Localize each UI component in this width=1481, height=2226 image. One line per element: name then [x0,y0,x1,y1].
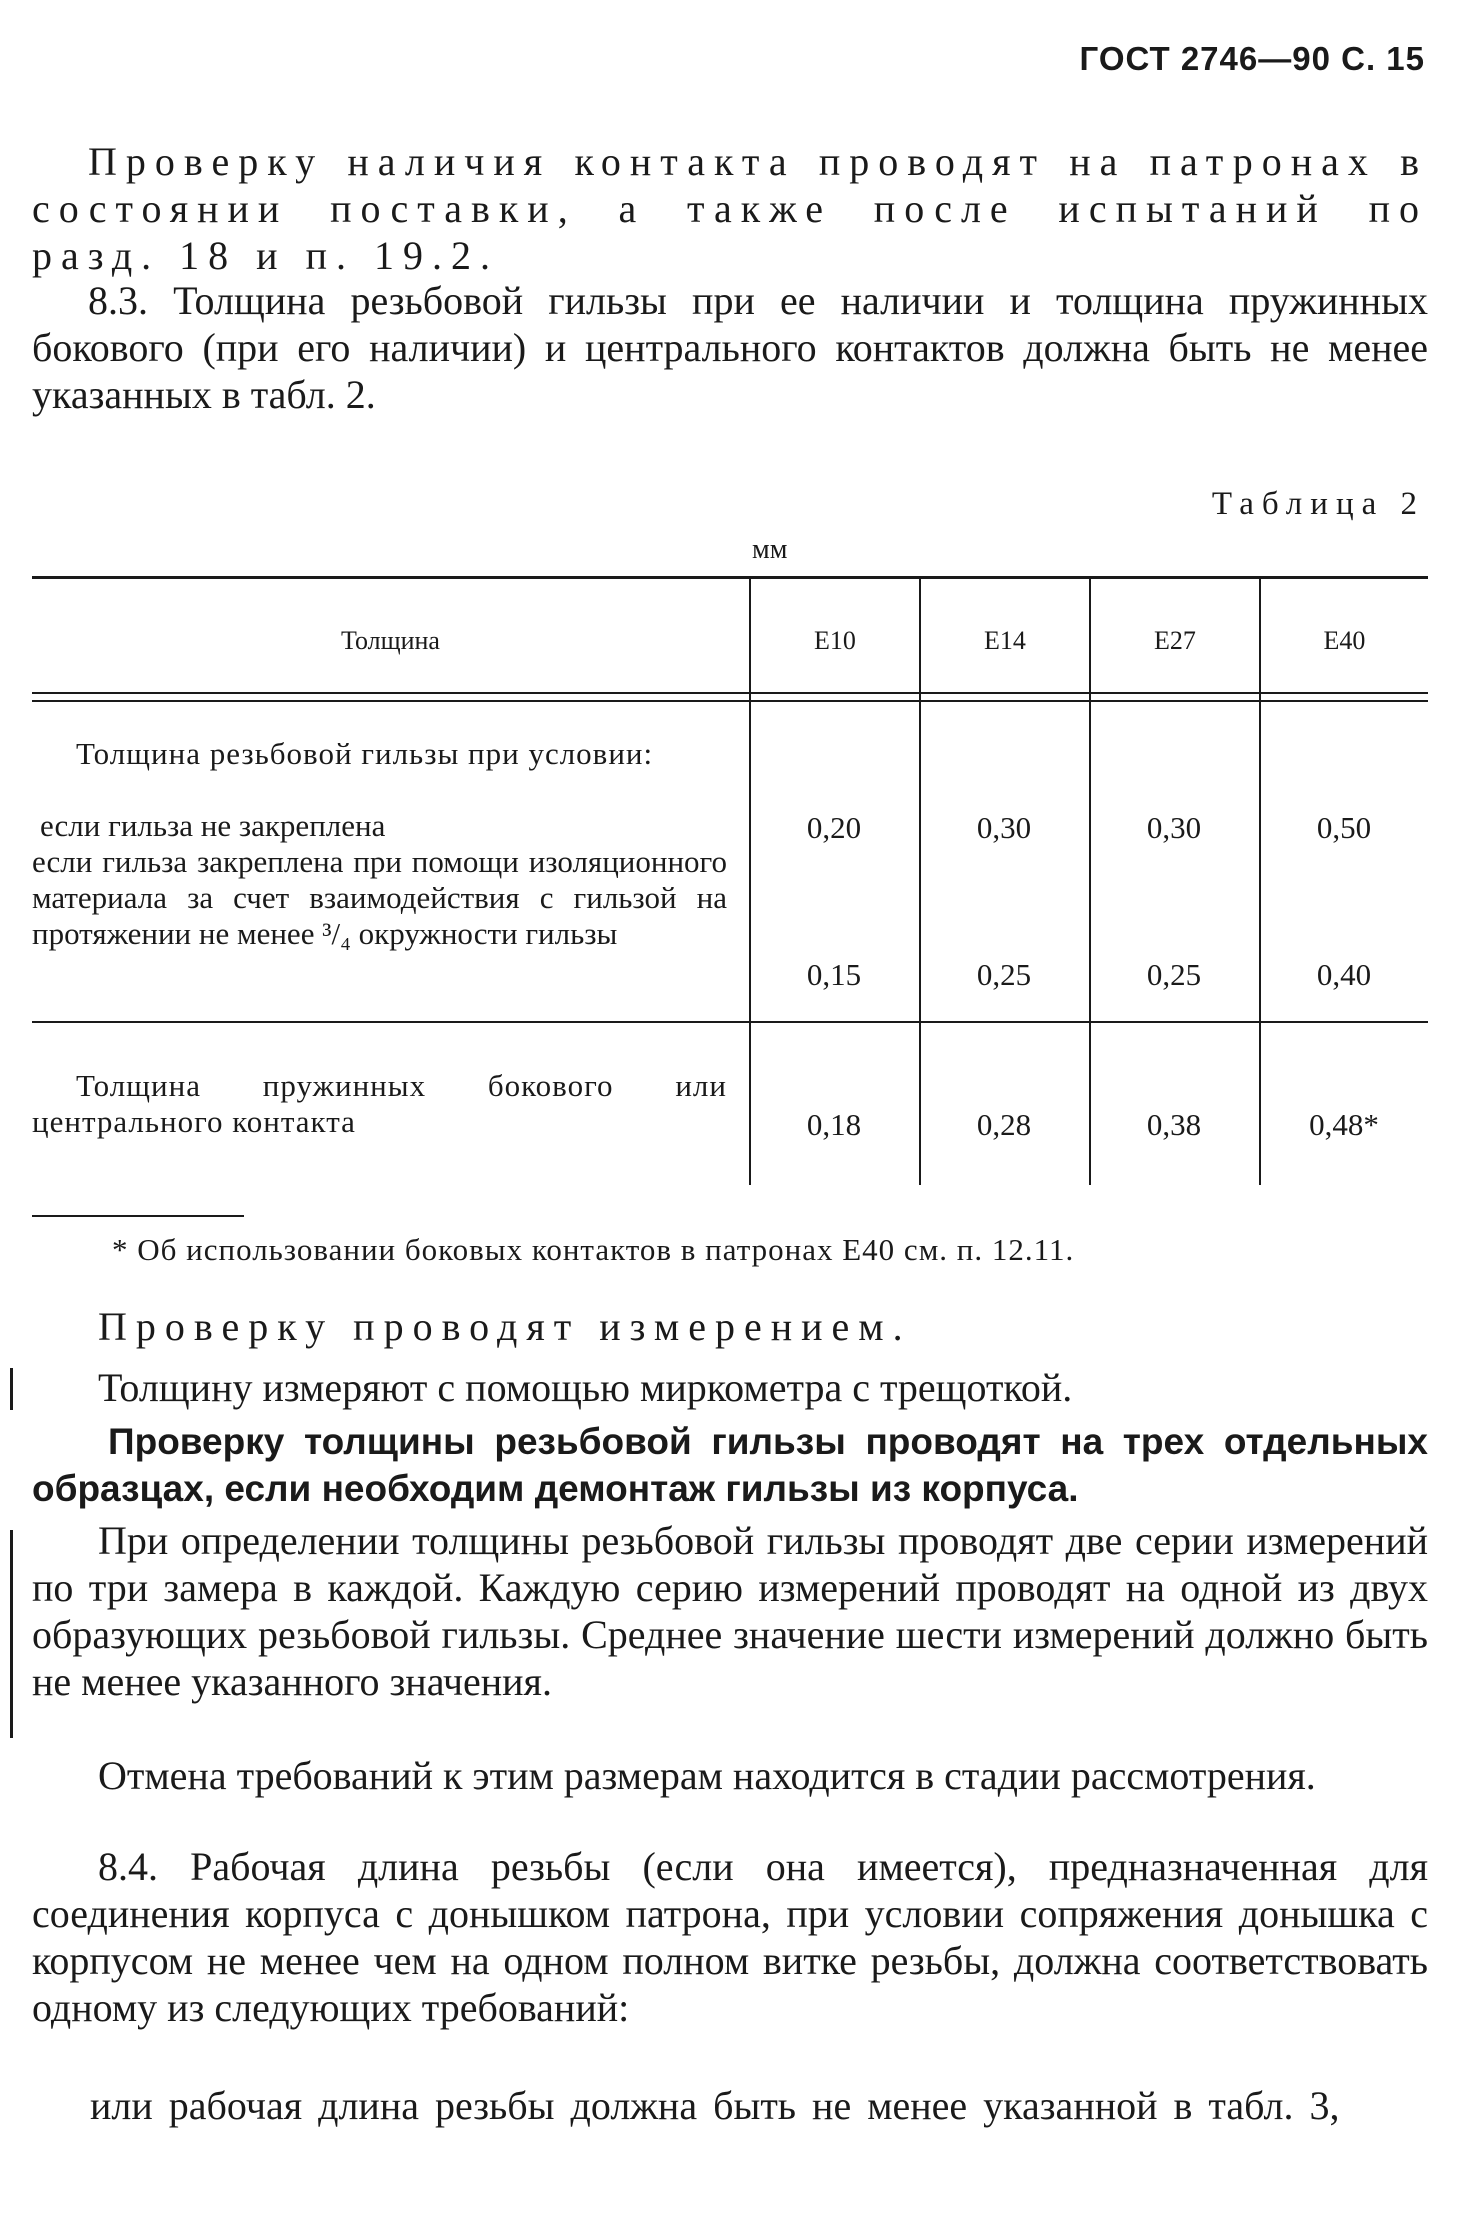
footnote: * Об использовании боковых контактов в патронах E40 см. п. 12.11. [112,1232,1075,1267]
table-header-e27: E27 [1154,626,1196,655]
paragraph-measurement-series: При определении толщины резьбовой гильзы проводят две серии измерений по три замера в каждой. Каждую серию измерений проводят на одной из двух образующих резьбовой гильзы. Среднее значение шести измерений должно быть не менее указанного значения. [32,1518,1428,1704]
paragraph-check-measurement: Проверку проводят измерением. [98,1304,912,1349]
value-e27-unfixed: 0,30 [1146,810,1202,845]
table-header-e40: E40 [1323,626,1366,655]
paragraph-requirements-cancel: Отмена требований к этим размерам находится в стадии рассмотрения. [98,1753,1316,1798]
row2-title: Толщина пружинных бокового или центрального контакта [32,1068,727,1139]
value-e10-unfixed: 0,20 [806,810,862,845]
value-e40-fixed: 0,40 [1316,957,1372,992]
change-mark [10,1530,13,1738]
table-column-divider [919,579,921,1185]
table-column-divider [1259,579,1261,1185]
table-column-divider [749,579,751,1185]
table-column-divider [1089,579,1091,1185]
page-header: ГОСТ 2746—90 С. 15 [1079,40,1425,77]
footnote-rule [32,1215,244,1217]
table-row-divider [32,1021,1428,1023]
value-e40-unfixed: 0,50 [1316,810,1372,845]
change-mark [10,1368,13,1410]
paragraph-thread-length: или рабочая длина резьбы должна быть не менее указанной в табл. 3, [90,2083,1340,2128]
table-unit: мм [752,534,788,565]
row1-condition-1: если гильза не закреплена [40,808,386,843]
value-e27-fixed: 0,25 [1146,957,1202,992]
value-e14-fixed: 0,25 [976,957,1032,992]
row1-condition-2: если гильза закреплена при помощи изоляционного материала за счет взаимодействия с гильзой на протяжении не менее ³/₄ окружности гильзы [32,844,727,951]
table-header-e14: E14 [984,626,1026,655]
row1-title: Толщина резьбовой гильзы при условии: [76,736,654,771]
value-e10-fixed: 0,15 [806,957,862,992]
table-caption: Таблица 2 [1211,486,1425,522]
paragraph-contact-check: Проверку наличия контакта проводят на патронах в состоянии поставки, а также после испытаний по разд. 18 и п. 19.2. [32,139,1428,278]
table-header-rule-1 [32,692,1428,694]
table-header-rule-2 [32,700,1428,702]
paragraph-8-3: 8.3. Толщина резьбовой гильзы при ее наличии и толщина пружинных бокового (при его наличии) и центрального контактов должна быть не менее указанных в табл. 2. [32,278,1428,417]
value-e10-contact: 0,18 [806,1107,862,1142]
value-e14-contact: 0,28 [976,1107,1032,1142]
paragraph-three-samples: Проверку толщины резьбовой гильзы проводят на трех отдельных образцах, если необходим демонтаж гильзы из корпуса. [32,1421,1428,1509]
value-e40-contact: 0,48* [1309,1107,1379,1142]
table-header-thickness: Толщина [341,626,440,655]
value-e27-contact: 0,38 [1146,1107,1202,1142]
paragraph-8-4: 8.4. Рабочая длина резьбы (если она имеется), предназначенная для соединения корпуса с донышком патрона, при условии сопряжения донышка с корпусом не менее чем на одном полном витке резьбы, должна соответствовать одному из следующих требований: [32,1844,1428,2030]
table-header-e10: E10 [814,626,856,655]
value-e14-unfixed: 0,30 [976,810,1032,845]
table-top-rule [32,576,1428,579]
paragraph-micrometer: Толщину измеряют с помощью миркометра с трещоткой. [98,1365,1073,1410]
